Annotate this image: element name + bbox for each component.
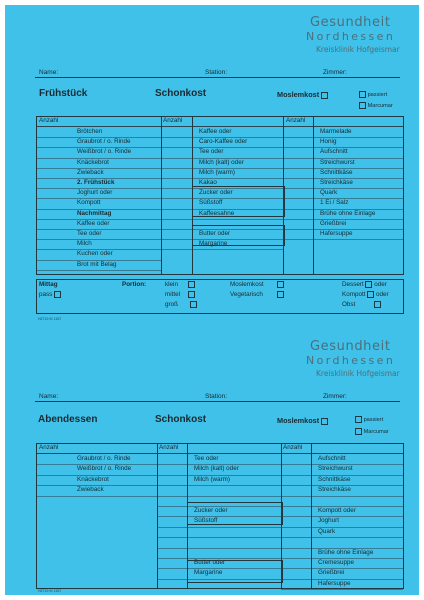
dinner-table xyxy=(36,443,404,589)
row-line xyxy=(161,249,283,250)
column-divider xyxy=(313,117,314,274)
table-item: Honig xyxy=(320,138,337,146)
section-title-abendessen: Abendessen xyxy=(38,414,98,425)
table-item: Zucker oder xyxy=(199,189,233,197)
mittel-checkbox[interactable] xyxy=(188,291,195,298)
row-line xyxy=(157,527,281,528)
obst-option[interactable] xyxy=(342,300,381,310)
anzahl-header: Anzahl xyxy=(163,117,183,124)
brand-line-1: Gesundheit xyxy=(310,15,391,30)
kompott-label: Kompott xyxy=(342,291,366,298)
gross-checkbox[interactable] xyxy=(190,301,197,308)
table-item: Kaffee oder xyxy=(77,219,110,227)
marcumar-label: Marcumar xyxy=(363,428,389,435)
oder-label: oder xyxy=(375,291,389,298)
marcumar-option[interactable] xyxy=(355,428,389,435)
table-item: Streichwurst xyxy=(318,465,353,473)
header-line xyxy=(35,77,400,78)
table-item: Quark xyxy=(318,527,336,535)
table-item: Joghurt xyxy=(318,517,340,525)
pass-option[interactable] xyxy=(39,290,61,300)
row-line xyxy=(283,239,403,240)
table-item: Kaffeesahne xyxy=(199,209,235,217)
table-item: Cremesuppe xyxy=(318,559,355,566)
table-item: Knäckebrot xyxy=(77,158,109,166)
row-line xyxy=(157,496,281,497)
marcumar-checkbox[interactable] xyxy=(355,428,362,435)
passiert-label: passiert xyxy=(367,91,388,98)
anzahl-header: Anzahl xyxy=(286,117,306,124)
dessert-option[interactable] xyxy=(342,280,387,290)
moslemkost-checkbox[interactable] xyxy=(321,92,328,99)
table-item: Kompott xyxy=(77,199,101,207)
table-item: Joghurt oder xyxy=(77,189,113,197)
mittag-label: Mittag xyxy=(39,281,58,288)
table-item: Streichkäse xyxy=(320,179,353,186)
row-line xyxy=(281,527,403,528)
passiert-option[interactable] xyxy=(355,416,383,423)
brand-line-3: Kreisklinik Hofgeismar xyxy=(316,45,400,54)
moslemkost-option[interactable] xyxy=(277,90,328,99)
table-item: Milch (kalt) oder xyxy=(199,158,244,166)
table-item: Hafersuppe xyxy=(320,230,353,237)
klein-label: klein xyxy=(165,281,178,288)
schonkost-label: Schonkost xyxy=(155,88,207,99)
table-item: Kuchen oder xyxy=(77,250,113,258)
table-item: Tee oder xyxy=(194,455,219,462)
table-item: Schnittkäse xyxy=(320,168,353,176)
passiert-checkbox[interactable] xyxy=(359,91,366,98)
table-item: Margarine xyxy=(194,569,223,577)
row-line xyxy=(157,485,281,486)
table-item: Milch (kalt) oder xyxy=(194,465,239,473)
room-label: Zimmer: xyxy=(323,393,347,400)
mittel-option[interactable] xyxy=(165,290,195,300)
table-item: Süßstoff xyxy=(194,517,218,525)
table-item: Knäckebrot xyxy=(77,475,109,483)
row-line xyxy=(157,548,281,549)
table-item: Aufschnitt xyxy=(318,455,346,462)
row-line xyxy=(37,496,157,497)
mittel-label: mittel xyxy=(165,291,181,298)
row-line xyxy=(161,219,283,220)
brand-line-2: Nordhessen xyxy=(306,354,396,367)
table-item: 1 Ei / Salz xyxy=(320,199,349,207)
klein-checkbox[interactable] xyxy=(188,281,195,288)
table-item: Kompott oder xyxy=(318,507,356,514)
table-item: Brühe ohne Einlage xyxy=(318,548,374,556)
obst-checkbox[interactable] xyxy=(374,301,381,308)
row-line xyxy=(281,496,403,497)
moslemkost-checkbox[interactable] xyxy=(321,418,328,425)
form-code: HZ719 IK 1157 xyxy=(38,589,62,593)
moslemkost-label: Moslemkost xyxy=(277,90,320,99)
gross-option[interactable] xyxy=(165,300,197,310)
table-item: Milch (warm) xyxy=(194,475,231,483)
menu-card xyxy=(5,5,419,595)
table-item: Marmelade xyxy=(320,128,352,135)
table-item: Quark xyxy=(320,189,338,197)
marcumar-option[interactable] xyxy=(359,102,393,109)
name-label: Name: xyxy=(39,393,59,400)
passiert-checkbox[interactable] xyxy=(355,416,362,423)
pass-label: pass xyxy=(39,291,53,298)
vegetarisch-option[interactable] xyxy=(230,290,284,300)
moslemkost-lunch-checkbox[interactable] xyxy=(277,281,284,288)
row-line xyxy=(281,589,403,590)
oder-label: oder xyxy=(374,281,387,288)
anzahl-header: Anzahl xyxy=(159,444,179,451)
brand-line-1: Gesundheit xyxy=(310,339,391,354)
row-line xyxy=(283,137,403,138)
row-line xyxy=(37,239,161,240)
table-item: Brot mit Belag xyxy=(77,260,117,268)
table-item: Zucker oder xyxy=(194,507,228,514)
table-item: Zwieback xyxy=(77,486,104,494)
room-label: Zimmer: xyxy=(323,69,347,76)
anzahl-header: Anzahl xyxy=(39,444,59,451)
row-line xyxy=(281,537,403,538)
anzahl-header: Anzahl xyxy=(39,117,59,124)
station-label: Station: xyxy=(205,69,228,76)
table-item: Kakao xyxy=(199,179,217,186)
table-item: Margarine xyxy=(199,240,228,248)
table-item: Brötchen xyxy=(77,128,103,135)
kompott-checkbox[interactable] xyxy=(367,291,374,298)
anzahl-header: Anzahl xyxy=(283,444,303,451)
moslemkost-option[interactable] xyxy=(277,416,328,425)
passiert-option[interactable] xyxy=(359,91,387,98)
portion-label: Portion: xyxy=(122,281,147,288)
vegetarisch-checkbox[interactable] xyxy=(277,291,284,298)
table-item: Zwieback xyxy=(77,168,104,176)
table-item: Grießbrei xyxy=(318,569,345,577)
table-item: Milch xyxy=(77,240,92,248)
table-item: Kaffee oder xyxy=(199,128,232,135)
row-line xyxy=(157,537,281,538)
breakfast-table xyxy=(36,116,404,275)
kompott-option[interactable] xyxy=(342,290,389,300)
moslemkost-label: Moslemkost xyxy=(277,416,320,425)
name-label: Name: xyxy=(39,69,59,76)
table-item: Streichwurst xyxy=(320,158,355,166)
moslemkost-lunch-option[interactable] xyxy=(230,280,284,290)
row-line xyxy=(161,178,283,179)
vegetarisch-label: Vegetarisch xyxy=(230,291,263,298)
dessert-label: Dessert xyxy=(342,281,364,288)
table-item: Graubrot / o. Rinde xyxy=(77,455,131,462)
table-item: Nachmittag xyxy=(77,209,112,217)
spread-box xyxy=(187,560,283,583)
mittag-box xyxy=(36,279,404,314)
table-item: Tee oder xyxy=(77,230,102,237)
pass-checkbox[interactable] xyxy=(54,291,61,298)
station-label: Station: xyxy=(205,393,228,400)
sweetener-box xyxy=(187,502,283,525)
column-divider xyxy=(161,117,162,274)
marcumar-label: Marcumar xyxy=(367,102,393,109)
row-line xyxy=(37,270,161,271)
form-code: HZ719 IK 1157 xyxy=(38,317,62,321)
table-item: Butter oder xyxy=(199,230,231,237)
sweetener-box xyxy=(192,186,285,217)
spread-box xyxy=(192,225,285,246)
table-item: Weißbrot / o. Rinde xyxy=(77,148,132,156)
table-item: 2. Frühstück xyxy=(77,179,115,186)
gross-label: groß xyxy=(165,301,178,308)
table-item: Weißbrot / o. Rinde xyxy=(77,465,132,473)
schonkost-label: Schonkost xyxy=(155,414,207,425)
table-item: Streichkäse xyxy=(318,486,351,494)
row-line xyxy=(281,516,403,517)
table-item: Brühe ohne Einlage xyxy=(320,209,376,217)
table-item: Graubrot / o. Rinde xyxy=(77,138,131,146)
table-item: Süßstoff xyxy=(199,199,223,207)
moslemkost-lunch-label: Moslemkost xyxy=(230,281,264,288)
table-item: Butter oder xyxy=(194,559,226,566)
dessert-checkbox[interactable] xyxy=(365,281,372,288)
table-item: Hafersuppe xyxy=(318,579,351,587)
marcumar-checkbox[interactable] xyxy=(359,102,366,109)
brand-line-2: Nordhessen xyxy=(306,30,396,43)
row-line xyxy=(283,188,403,189)
table-item: Tee oder xyxy=(199,148,224,156)
passiert-label: passiert xyxy=(363,416,384,423)
brand-line-3: Kreisklinik Hofgeismar xyxy=(316,369,400,378)
table-item: Milch (warm) xyxy=(199,168,236,176)
obst-label: Obst xyxy=(342,301,356,308)
klein-option[interactable] xyxy=(165,280,195,290)
table-item: Grießbrei xyxy=(320,219,347,227)
table-item: Schnittkäse xyxy=(318,475,351,483)
header-line xyxy=(35,401,400,402)
table-item: Caro-Kaffee oder xyxy=(199,138,248,146)
section-title-fruehstueck: Frühstück xyxy=(39,88,88,99)
table-item: Aufschnitt xyxy=(320,148,348,156)
